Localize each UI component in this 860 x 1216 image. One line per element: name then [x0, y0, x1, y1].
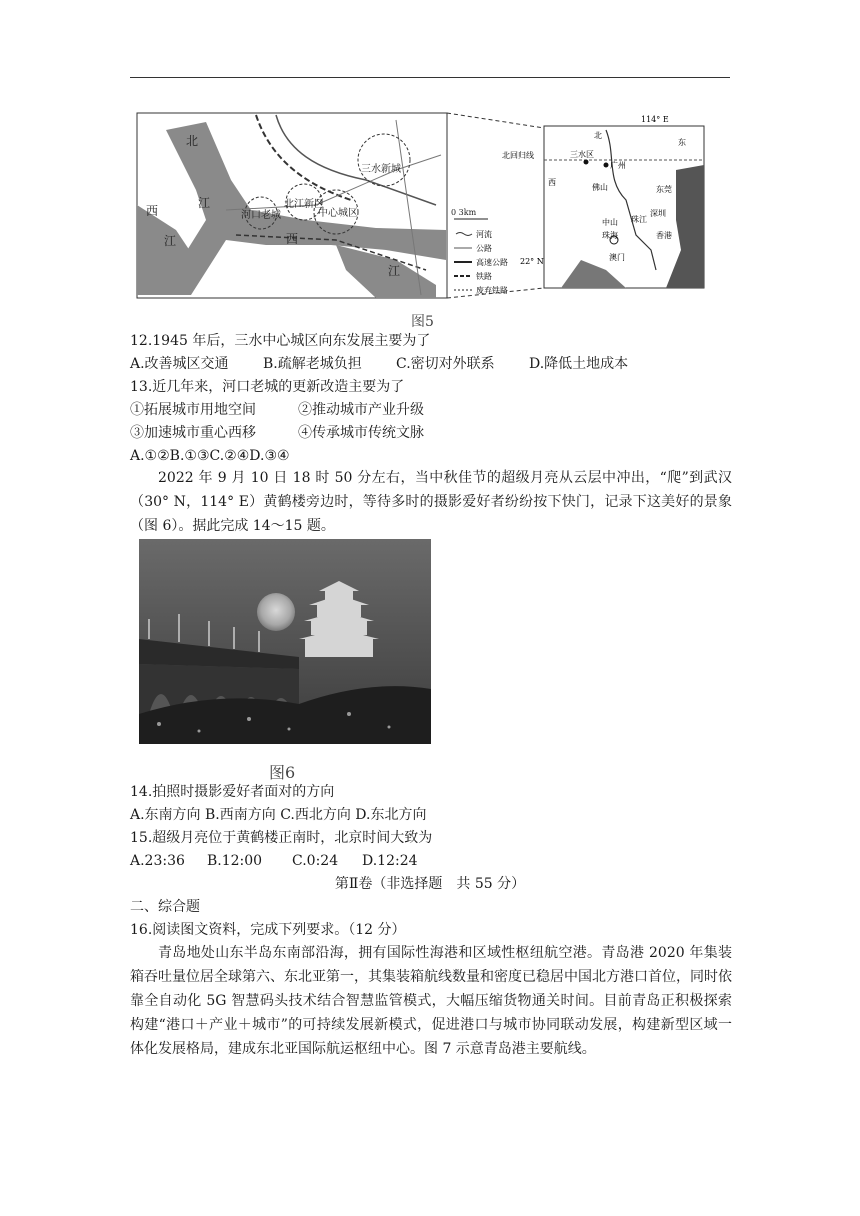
inset-latitude: 22° N	[520, 257, 544, 266]
q13-item-1: ①拓展城市用地空间	[130, 402, 256, 418]
inset-dot-sanshui	[584, 160, 589, 165]
figure-5-caption: 图5	[411, 314, 434, 330]
q15-option-b: B.12:00	[207, 853, 263, 869]
q13-options: A.①②B.①③C.②④D.③④	[130, 448, 290, 464]
inset-zhuhai: 珠海	[602, 231, 618, 240]
q16-passage-text: 青岛地处山东半岛东南部沿海，拥有国际性海港和区域性枢纽航空港。青岛港 2020 年集装箱吞吐量位居全球第六、东北亚第一，其集装箱航线数量和密度已稳居中国北方港口首位，同时依靠全自动化 5G 智慧码头技术结合智慧监管模式，大幅压缩货物通关时间。目前青岛正积极探索构建“港口＋产业＋城市”的可持续发展新模式，促进港口与城市协同联动发展，构建新型区域一体化发展格局，建成东北亚国际航运枢纽中心。图 7 示意青岛港主要航线。	[130, 945, 732, 1057]
q12-option-c: C.密切对外联系	[396, 356, 495, 372]
q13-item-2: ②推动城市产业升级	[298, 402, 424, 418]
q16-stem: 16.阅读图文资料，完成下列要求。（12 分）	[130, 922, 406, 938]
label-sanshui-new-city: 三水新城	[361, 164, 401, 175]
q13-stem: 13.近几年来，河口老城的更新改造主要为了	[130, 379, 405, 395]
label-west-river-1: 西	[146, 204, 159, 218]
photo-moon	[257, 593, 295, 631]
inset-macau: 澳门	[609, 253, 625, 262]
label-west-river-2: 江	[164, 234, 177, 248]
intro-14-15	[130, 466, 732, 538]
inset-hongkong: 香港	[656, 231, 672, 240]
q15-stem: 15.超级月亮位于黄鹤楼正南时，北京时间大致为	[130, 830, 433, 846]
legend-highway: 高速公路	[476, 258, 508, 267]
q15-option-a: A.23:36	[130, 853, 185, 869]
q14-stem: 14.拍照时摄影爱好者面对的方向	[130, 784, 335, 800]
label-north-jiang: 北江新区	[284, 199, 324, 210]
q14-options: A.东南方向 B.西南方向 C.西北方向 D.东北方向	[130, 807, 427, 823]
legend-abandoned: 废弃铁路	[476, 286, 508, 295]
inset-sanshui: 三水区	[570, 150, 594, 159]
q12-option-b: B.疏解老城负担	[263, 356, 362, 372]
q12-stem: 12.1945 年后，三水中心城区向东发展主要为了	[130, 333, 431, 349]
q12-option-d: D.降低土地成本	[529, 356, 629, 372]
label-north-river-1: 北	[186, 134, 199, 148]
inset-dot-guangzhou	[604, 163, 609, 168]
inset-foshan: 佛山	[592, 183, 608, 192]
inset-guangzhou: 广州	[610, 161, 626, 170]
inset-tropic: 北回归线	[502, 151, 534, 160]
q16-passage	[130, 941, 732, 1061]
q15-options	[130, 850, 418, 872]
inset-shenzhen: 深圳	[650, 209, 666, 218]
inset-dongguan: 东莞	[656, 185, 672, 194]
q15-option-d: D.12:24	[362, 853, 418, 869]
figure-5-svg	[136, 110, 713, 305]
header-rule	[130, 77, 730, 78]
legend-river: 河流	[476, 230, 492, 239]
intro-14-15-text: 2022 年 9 月 10 日 18 时 50 分左右，当中秋佳节的超级月亮从云层中冲出，“爬”到武汉（30° N，114° E）黄鹤楼旁边时，等待多时的摄影爱好者纷纷按下快门，记录下这美好的景象（图 6）。据此完成 14～15 题。	[130, 470, 732, 534]
figure-5-maps	[136, 110, 713, 305]
section2-heading: 二、综合题	[130, 899, 200, 915]
inset-east: 东	[678, 138, 686, 147]
figure-6-caption: 图6	[269, 763, 296, 782]
q15-option-c: C.0:24	[292, 853, 339, 869]
q13-items-row2	[130, 422, 424, 444]
inset-longitude: 114° E	[641, 115, 669, 124]
legend-river-symbol	[456, 233, 472, 236]
legend-road: 公路	[476, 244, 492, 253]
label-west-river-4: 江	[388, 264, 401, 278]
label-north-river-2: 江	[198, 196, 211, 210]
inset-north: 北	[594, 131, 602, 140]
q12-options	[130, 353, 628, 375]
legend-railway: 铁路	[476, 272, 492, 281]
figure-6-photo	[139, 539, 431, 744]
part2-title: 第Ⅱ卷（非选择题 共 55 分）	[334, 876, 526, 892]
figure-6-svg	[139, 539, 431, 744]
legend	[454, 229, 508, 295]
scale-label: 0 3km	[451, 208, 477, 217]
q12-option-a: A.改善城区交通	[130, 356, 229, 372]
connector-top	[447, 113, 544, 128]
q13-item-4: ④传承城市传统文脉	[298, 425, 424, 441]
inset-west: 西	[548, 178, 556, 187]
label-hekou: 河口老城	[241, 210, 281, 221]
q13-item-3: ③加速城市重心西移	[130, 425, 256, 441]
inset-zhongshan: 中山	[602, 218, 618, 227]
inset-zhujiang: 珠江	[631, 215, 647, 224]
label-west-river-3: 西	[286, 232, 299, 246]
label-center-district: 中心城区	[318, 208, 358, 219]
q13-items-row1	[130, 399, 424, 421]
